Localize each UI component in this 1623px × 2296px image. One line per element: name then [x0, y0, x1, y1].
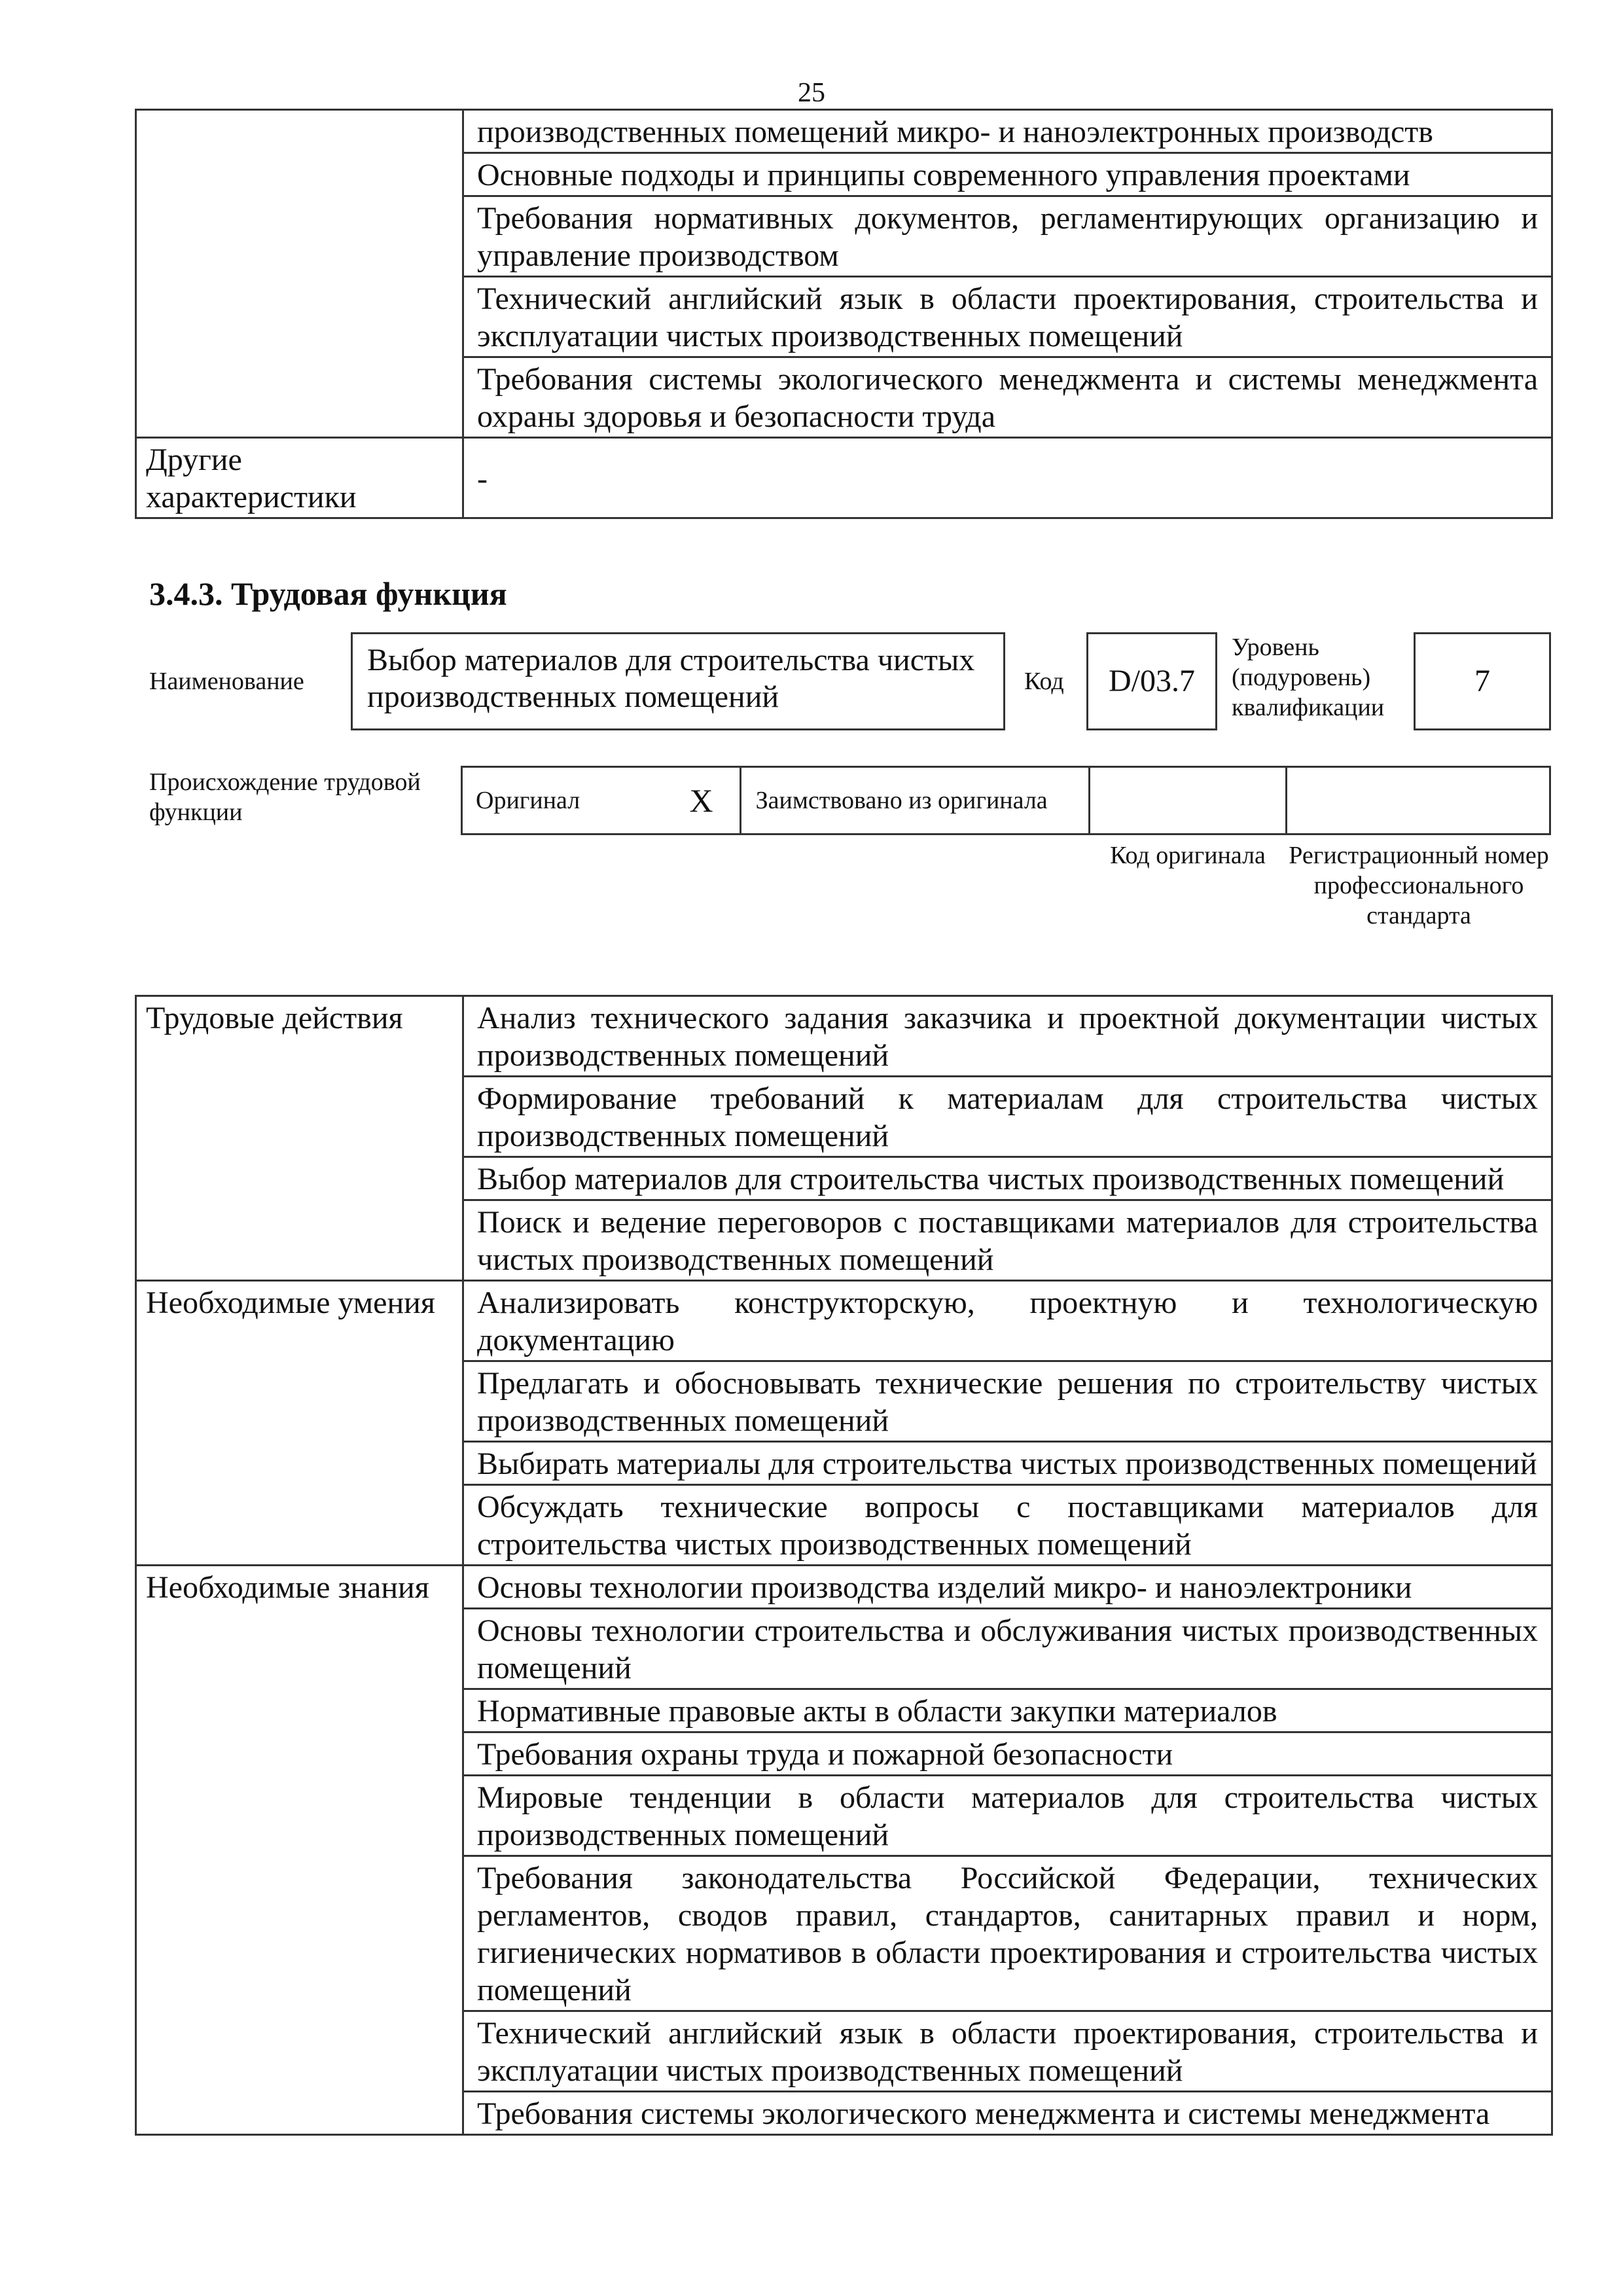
table-cell: Технический английский язык в области проектирования, строительства и эксплуатации чистых производственных помещений [463, 2011, 1552, 2092]
page-number: 25 [798, 78, 825, 108]
origin-label: Происхождение трудовой функции [149, 768, 421, 826]
name-value: Выбор материалов для строительства чистых производственных помещений [351, 632, 1005, 730]
level-label: Уровень (подуровень) квалификации [1232, 634, 1385, 721]
origin-original: Оригинал [476, 787, 580, 814]
row-label: Другие характеристики [136, 438, 463, 518]
group-label: Необходимые знания [136, 1566, 463, 2135]
table-cell: Формирование требований к материалам для строительства чистых производственных помещений [463, 1077, 1552, 1157]
table-row [136, 110, 1552, 153]
origin-reg-cell [1287, 768, 1549, 833]
main-table [135, 995, 1553, 2136]
table-cell: Поиск и ведение переговоров с поставщиками материалов для строительства чистых производственных помещений [463, 1200, 1552, 1281]
code-value: D/03.7 [1086, 632, 1217, 730]
table-cell: Требования системы экологического менеджмента и системы менеджмента охраны здоровья и безопасности труда [463, 357, 1552, 438]
origin-row [461, 766, 1551, 835]
table-row [136, 1281, 1552, 1361]
origin-code-cell [1090, 768, 1287, 833]
table-cell: Требования законодательства Российской Федерации, технических регламентов, сводов правил, стандартов, санитарных правил и норм, гигиенических нормативов в области проектирования и строительства чистых помещений [463, 1856, 1552, 2011]
table-cell: Предлагать и обосновывать технические решения по строительству чистых производственных помещений [463, 1361, 1552, 1442]
table-cell: Мировые тенденции в области материалов для строительства чистых производственных помещений [463, 1776, 1552, 1856]
top-table [135, 109, 1553, 519]
table-cell: Анализировать конструкторскую, проектную и технологическую документацию [463, 1281, 1552, 1361]
name-label: Наименование [149, 668, 304, 695]
table-cell: Основы технологии производства изделий микро- и наноэлектроники [463, 1566, 1552, 1609]
table-row [136, 1566, 1552, 1609]
group-label: Трудовые действия [136, 996, 463, 1281]
level-value: 7 [1414, 632, 1551, 730]
table-cell: Анализ технического задания заказчика и проектной документации чистых производственных помещений [463, 996, 1552, 1077]
table-cell: Требования нормативных документов, регламентирующих организацию и управление производством [463, 196, 1552, 277]
origin-mark: X [689, 782, 713, 819]
origin-borrowed: Заимствовано из оригинала [741, 768, 1090, 833]
table-row [136, 996, 1552, 1077]
origin-original-cell [463, 768, 741, 833]
table-cell: Требования системы экологического менеджмента и системы менеджмента [463, 2092, 1552, 2135]
table-cell: Основные подходы и принципы современного управления проектами [463, 153, 1552, 196]
table-cell: Технический английский язык в области проектирования, строительства и эксплуатации чистых производственных помещений [463, 277, 1552, 357]
table-cell: Основы технологии строительства и обслуживания чистых производственных помещений [463, 1609, 1552, 1689]
group-label: Необходимые умения [136, 1281, 463, 1566]
table-cell: Выбор материалов для строительства чистых производственных помещений [463, 1157, 1552, 1200]
table-cell: Обсуждать технические вопросы с поставщиками материалов для строительства чистых производственных помещений [463, 1485, 1552, 1566]
caption-reg: Регистрационный номер профессионального стандарта [1289, 842, 1549, 929]
section-title: 3.4.3. Трудовая функция [149, 575, 507, 612]
row-label [136, 110, 463, 438]
table-cell: производственных помещений микро- и наноэлектронных производств [463, 110, 1552, 153]
table-cell: Нормативные правовые акты в области закупки материалов [463, 1689, 1552, 1732]
table-cell: Требования охраны труда и пожарной безопасности [463, 1732, 1552, 1776]
table-row [136, 438, 1552, 518]
table-cell: - [463, 438, 1552, 518]
code-label: Код [1024, 668, 1064, 695]
table-cell: Выбирать материалы для строительства чистых производственных помещений [463, 1442, 1552, 1485]
caption-code: Код оригинала [1110, 842, 1266, 869]
